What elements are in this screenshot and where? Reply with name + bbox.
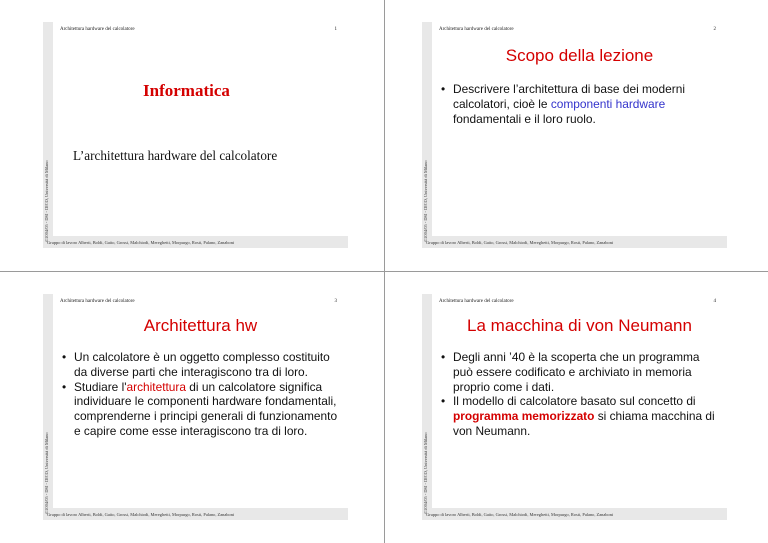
slide-2	[422, 22, 727, 248]
bullet-item	[59, 350, 341, 380]
slide-copyright: ©2004/05 - DSI - DICO, Università di Milano	[423, 160, 428, 242]
bullet-item	[438, 82, 720, 126]
slide-copyright: ©2004/05 - DSI - DICO, Università di Milano	[44, 160, 49, 242]
bullet-text: Descrivere l’architettura di base dei moderni calcolatori, cioè le	[453, 82, 685, 111]
bullet-icon: •	[441, 82, 446, 96]
bullet-list	[59, 350, 341, 439]
bullet-text: di un calcolatore significa individuare le componenti hardware fondamentali, comprenderne i principi generali di funzionamento e capire come esse interagiscono tra di loro.	[74, 379, 338, 438]
bullet-list	[438, 82, 720, 126]
bullet-icon: •	[62, 379, 67, 394]
bullet-list	[438, 350, 720, 439]
bullet-icon: •	[441, 350, 446, 364]
bullet-highlight: programma memorizzato	[453, 409, 595, 424]
bullet-highlight: componenti hardware	[550, 96, 666, 111]
page-divider-horizontal	[0, 271, 768, 272]
slide-title: Architettura hw	[143, 316, 258, 335]
bullet-text: Un calcolatore è un oggetto complesso costituito da diverse parti che interagiscono tra di loro.	[74, 350, 330, 379]
slide-header: Architettura hardware del calcolatore	[439, 27, 514, 32]
slide-footer: Gruppo di lavoro Alberti, Boldi, Gaito, Grossi, Malchiodi, Mereghetti, Morpurgo, Rosti, Palano, Zanaboni	[47, 512, 235, 517]
slide-3	[43, 294, 348, 520]
slide-copyright: ©2004/05 - DSI - DICO, Università di Milano	[423, 432, 428, 514]
bullet-text: Degli anni ’40 è la scoperta che un programma può essere codificato e archiviato in memoria proprio come i dati.	[453, 350, 700, 394]
slide-header: Architettura hardware del calcolatore	[60, 299, 135, 304]
slide-footer: Gruppo di lavoro Alberti, Boldi, Gaito, Grossi, Malchiodi, Mereghetti, Morpurgo, Rosti, Palano, Zanaboni	[426, 240, 614, 245]
slide-copyright: ©2004/05 - DSI - DICO, Università di Milano	[44, 432, 49, 514]
slide-number: 1	[334, 27, 337, 32]
bullet-text: si chiama macchina di von Neumann.	[453, 409, 715, 438]
slide-header: Architettura hardware del calcolatore	[439, 299, 514, 304]
bullet-icon: •	[62, 350, 67, 364]
slide-header: Architettura hardware del calcolatore	[60, 27, 135, 32]
slide-number: 4	[713, 299, 716, 304]
slide-number: 3	[334, 299, 337, 304]
slide-title: Informatica	[143, 81, 230, 100]
slide-title: Scopo della lezione	[505, 46, 654, 65]
slide-number: 2	[713, 27, 716, 32]
bullet-highlight: architettura	[126, 379, 186, 394]
bullet-text: Studiare l'	[74, 379, 127, 394]
slide-4	[422, 294, 727, 520]
bullet-text: Il modello di calcolatore basato sul concetto di	[453, 394, 696, 409]
bullet-text: fondamentali e il loro ruolo.	[453, 111, 596, 126]
slide-footer: Gruppo di lavoro Alberti, Boldi, Gaito, Grossi, Malchiodi, Mereghetti, Morpurgo, Rosti, Palano, Zanaboni	[426, 512, 614, 517]
bullet-item	[438, 394, 720, 438]
slide-1	[43, 22, 348, 248]
slide-footer: Gruppo di lavoro Alberti, Boldi, Gaito, Grossi, Malchiodi, Mereghetti, Morpurgo, Rosti, Palano, Zanaboni	[47, 240, 235, 245]
slide-subtitle: L’architettura hardware del calcolatore	[73, 148, 278, 163]
slide-title: La macchina di von Neumann	[467, 316, 692, 335]
bullet-icon: •	[441, 394, 446, 409]
bullet-item	[59, 380, 341, 439]
bullet-item	[438, 350, 720, 394]
